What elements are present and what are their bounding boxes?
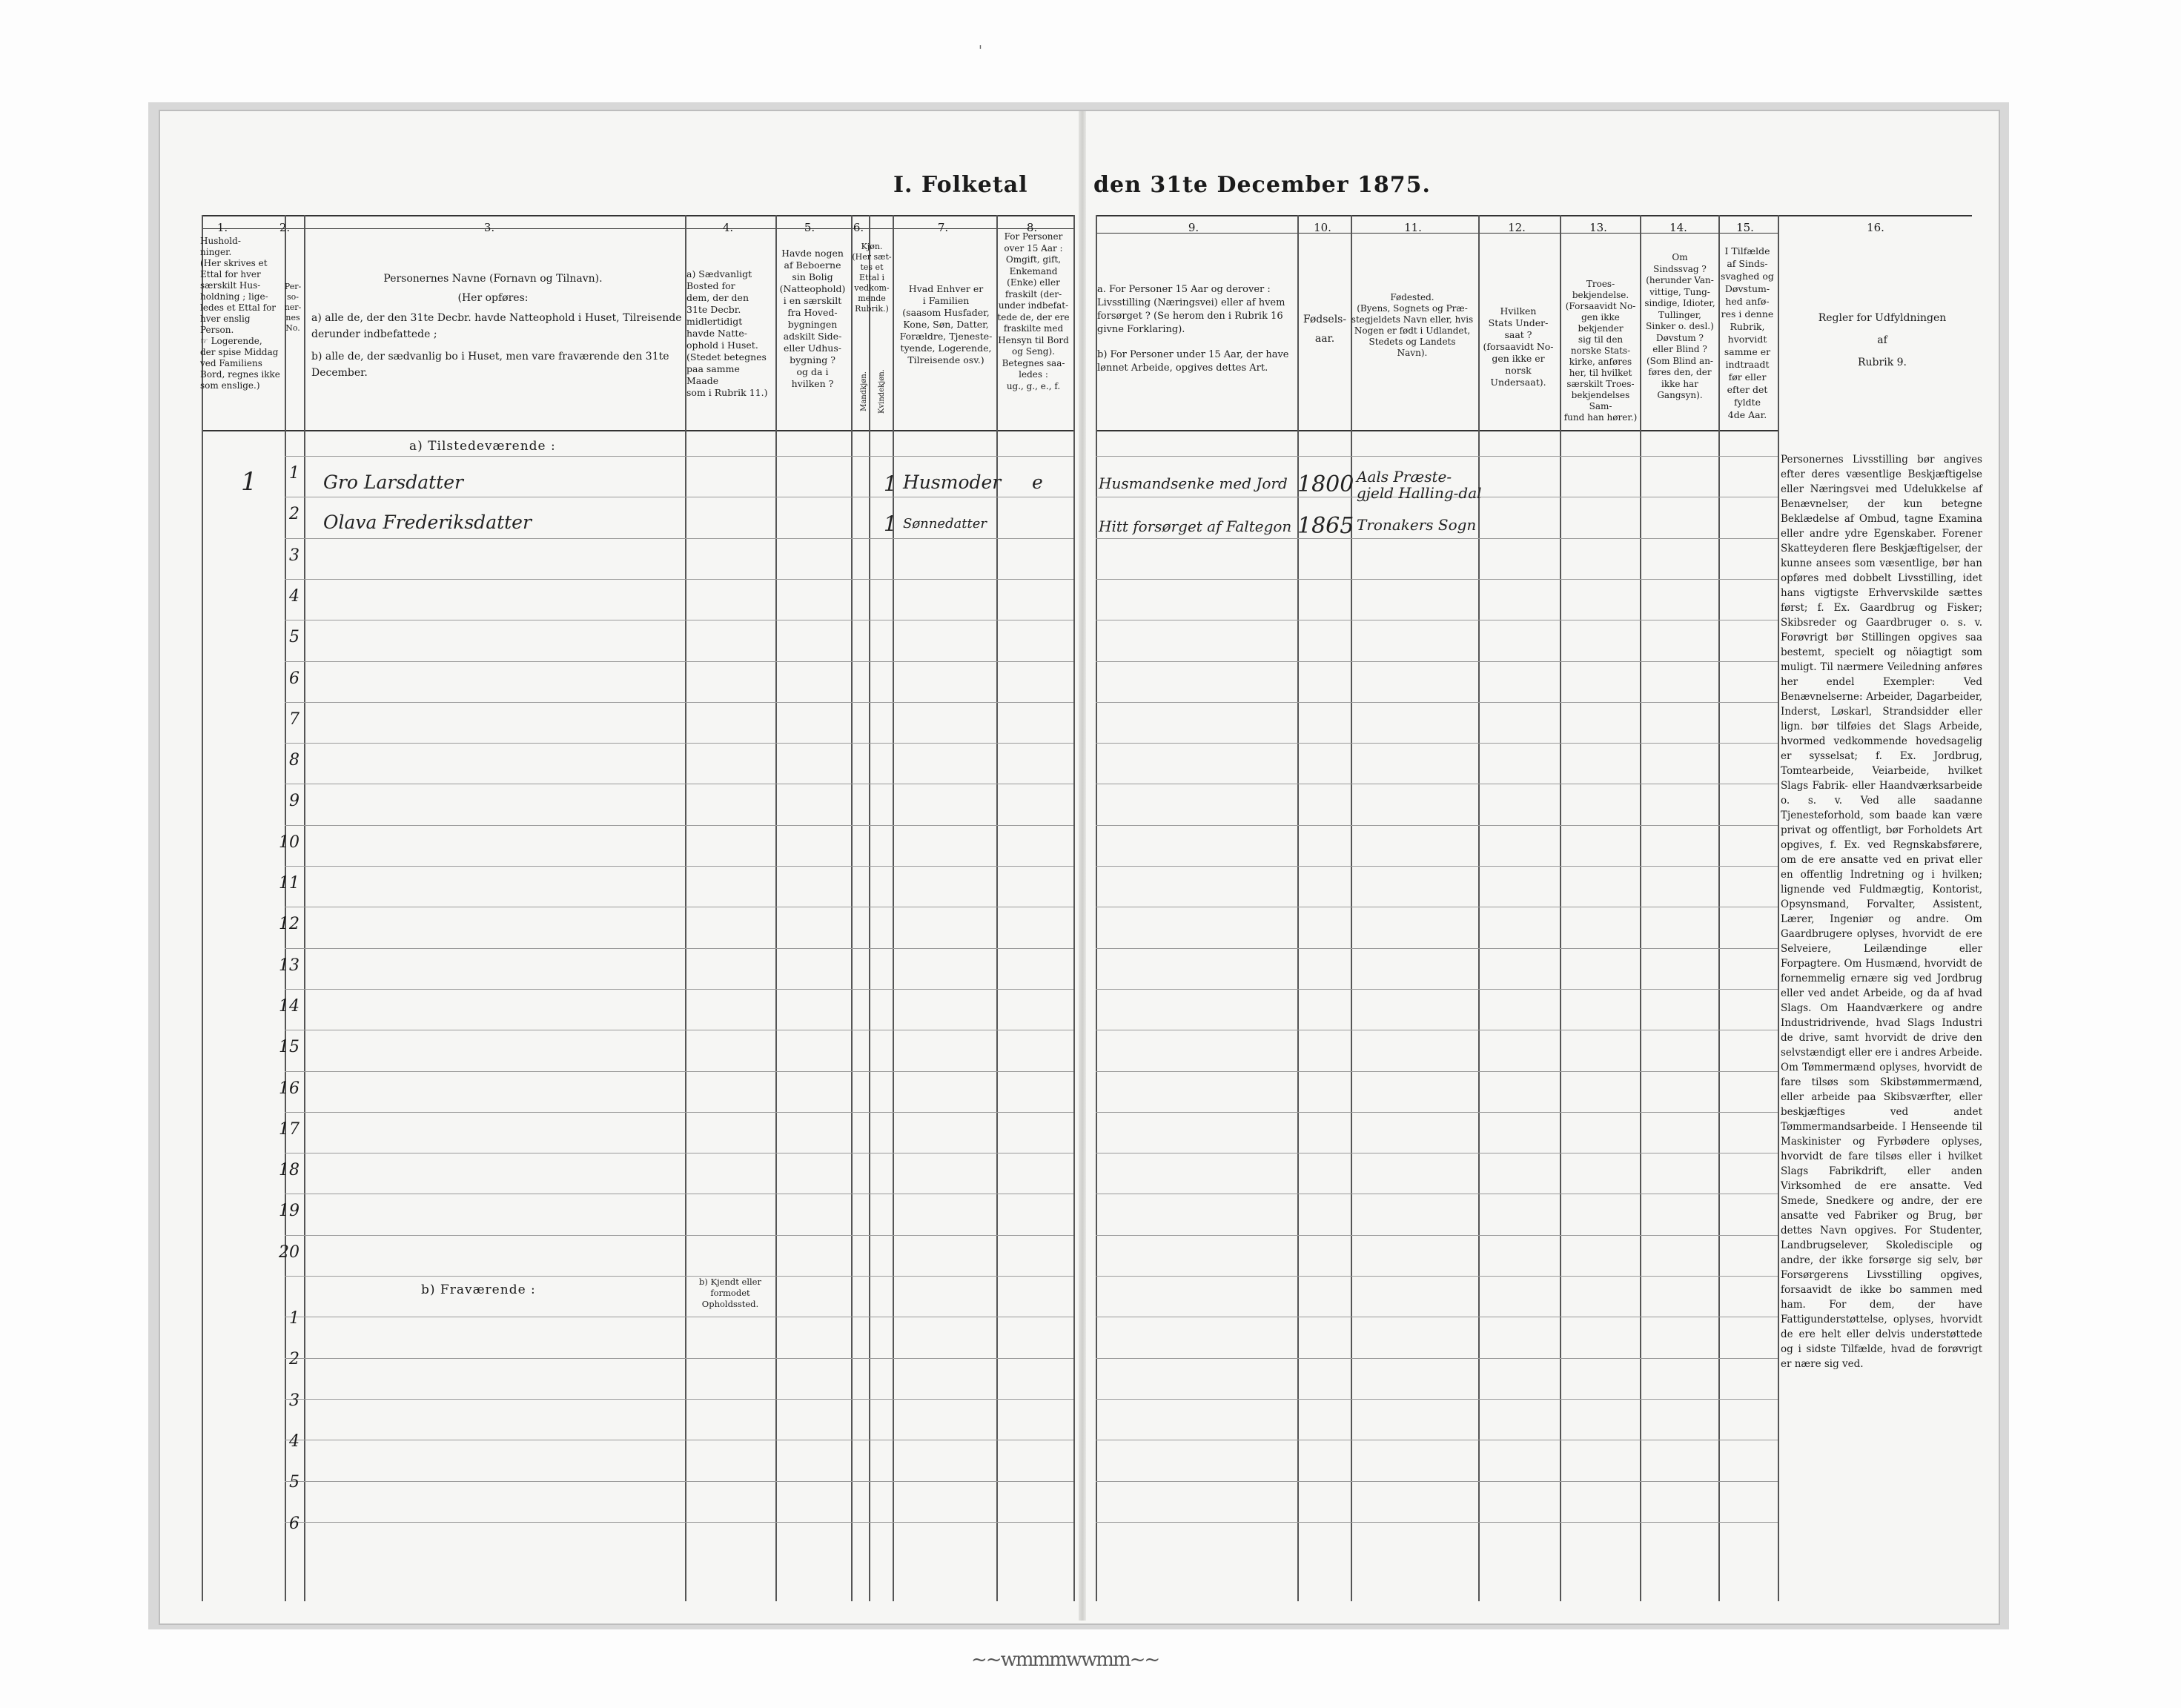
row-line-left bbox=[285, 948, 1073, 949]
row-number: 7 bbox=[289, 709, 299, 729]
rules-text: Personernes Livsstilling bør angives efter deres væsentlige Beskjæftigelse eller Næringsvei med Udelukkelse af Benævnelser, der kun betegne Beklædelse af Ombud, tagne Examina eller andre ydre Egenskaber. Forener Skatteyderen flere Beskjæftigelser, der kunne ansees som væsentlige, bør han opføres med dobbelt Livsstilling, idet hans vigtigste Erhvervskilde sættes først; f. Ex. Gaardbrug og Fisker; Skibsreder og Gaardbruger o. s. v. Forøvrigt bør Stillingen opgives saa bestemt, specielt og nöiagtigt som muligt. Til nærmere Veiledning anføres her endel Exempler: Ved Benævnelserne: Arbeider, Dagarbeider, Inderst, Løskarl, Strandsidder eller lign. bør tilføies det Slags Arbeide, hvormed vedkommende hovedsagelig er sysselsat; f. Ex. Jordbrug, Tomtearbeide, Veiarbeide, hvilket Slags Fabrik- eller Haandværksarbeide o. s. v. Ved alle saadanne Tjenesteforhold, som baade kan være privat og offentligt, bør Forholdets Art opgives, f. Ex. ved Regnskabsførere, om de ere ansatte ved en privat eller en offentlig Indretning og i hvilken; lignende ved Fuldmægtig, Kontorist, Opsynsmand, Forvalter, Assistent, Lærer, Ingeniør og andre. Om Gaardbrugere oplyses, hvorvidt de ere Selveiere, Leilændinge eller Forpagtere. Om Husmænd, hvorvidt de fornemmelig ernære sig ved Jordbrug eller ved andet Arbeide, og da af hvad Slags. Om Haandværkere og andre Industridrivende, hvad Slags Industri de drive, samt hvorvidt de drive den selvstændigt eller ere i andres Arbeide. Om Tømmermænd oplyses, hvorvidt de fare tilsøs som Skibstømmermænd, eller arbeide paa Skibsværfter, eller beskjæftiges ved andet Tømmermandsarbeide. I Henseende til Maskinister og Fyrbødere oplyses, hvorvidt de fare tilsøs eller i hvilket Slags Fabrikdrift, eller anden Virksomhed de ere ansatte. Ved Smede, Snedkere og andre, der ere ansatte ved Fabriker og Brug, bør dettes Navn opgives. For Studenter, Landbrugselever, Skoledisciple og andre, der ikke forsørge sig selv, bør Forsørgerens Livsstilling opgives, forsaavidt de ikke bo sammen med ham. For dem, der have Fattigunderstøttelse, oplyses, hvorvidt de ere helt eller delvis understøttede og i sidste Tilfælde, hvad de forøvrigt er nære sig ved. bbox=[1781, 454, 1982, 1370]
header-sex-male: Mandkjøn. bbox=[860, 371, 868, 411]
column-line-left-2 bbox=[304, 215, 305, 1601]
header-occupation-b: b) For Personer under 15 Aar, der have lønnet Arbeide, opgives dettes Art. bbox=[1097, 349, 1289, 374]
person-2-birth-year: 1865 bbox=[1297, 513, 1354, 539]
row-line-right bbox=[1096, 661, 1778, 662]
column-number: 10. bbox=[1314, 221, 1331, 234]
header-rules: Regler for Udfyldningen af Rubrik 9. bbox=[1818, 312, 1947, 368]
row-line-left bbox=[285, 1112, 1073, 1113]
column-line-right-6 bbox=[1718, 215, 1720, 1601]
row-line-left bbox=[285, 825, 1073, 826]
row-line-right bbox=[1096, 743, 1778, 744]
column-line-right-0 bbox=[1096, 215, 1097, 1601]
column-number: 1. bbox=[216, 221, 228, 234]
row-number: 13 bbox=[279, 956, 299, 975]
row-line-left bbox=[285, 661, 1073, 662]
row-number: 10 bbox=[279, 833, 299, 852]
header-sex-female: Kvindekjøn. bbox=[878, 369, 886, 414]
row-line-left bbox=[285, 1399, 1073, 1400]
header-marital: For Personer over 15 Aar : Omgift, gift, Enkemand (Enke) eller fraskilt (der- under indbefat- tede de, der ere fraskilte med Hensyn til Bord og Seng). Betegnes saa- ledes : ug., g., e., f. bbox=[997, 231, 1070, 391]
row-number: 20 bbox=[279, 1242, 299, 1262]
row-number: 9 bbox=[289, 792, 299, 811]
person-2-family: Sønnedatter bbox=[903, 516, 987, 532]
column-number: 4. bbox=[722, 221, 734, 234]
absent-location-header: b) Kjendt eller formodet Opholdssted. bbox=[699, 1277, 761, 1309]
row-line-left bbox=[285, 1358, 1073, 1359]
column-line-right-1 bbox=[1297, 215, 1299, 1601]
column-line-left-5 bbox=[851, 215, 853, 1601]
row-line-right bbox=[1096, 1276, 1778, 1277]
header-birthplace: Fødested. (Byens, Sognets og Præ- stegjeldets Navn eller, hvis Nogen er født i Udlandet, Stedets og Landets Navn). bbox=[1351, 292, 1474, 358]
absent-row-number: 1 bbox=[289, 1309, 299, 1328]
row-line-right bbox=[1096, 989, 1778, 990]
row-line-right bbox=[1096, 948, 1778, 949]
row-line-right bbox=[1096, 1481, 1778, 1482]
row-line-right bbox=[1096, 1235, 1778, 1236]
column-number: 3. bbox=[483, 221, 495, 234]
header-family-role: Hvad Enhver er i Familien (saasom Husfader, Kone, Søn, Datter, Forældre, Tjeneste- tyende, Logerende, Tilreisende osv.) bbox=[899, 283, 993, 365]
column-line-left-3 bbox=[685, 215, 686, 1601]
row-line-left bbox=[285, 538, 1073, 539]
column-number: 7. bbox=[937, 221, 949, 234]
person-2-name: Olava Frederiksdatter bbox=[323, 512, 532, 533]
row-line-left bbox=[285, 1235, 1073, 1236]
row-number: 18 bbox=[279, 1161, 299, 1180]
row-line-right bbox=[1096, 702, 1778, 703]
row-line-left bbox=[285, 1276, 1073, 1277]
row-number: 11 bbox=[279, 874, 299, 893]
row-number: 16 bbox=[279, 1079, 299, 1098]
column-number: 2. bbox=[279, 221, 291, 234]
header-usual-residence: a) Sædvanligt Bosted for dem, der den 31te Decbr. midlertidigt havde Natte- ophold i Huset. (Stedet betegnes paa samme Maade som i Rubrik 11.) bbox=[686, 268, 768, 398]
person-1-name: Gro Larsdatter bbox=[323, 471, 463, 493]
header-citizenship: Hvilken Stats Under- saat ? (forsaavidt No- gen ikke er norsk Undersaat). bbox=[1483, 305, 1554, 388]
top-rule-left bbox=[202, 215, 1073, 216]
row-line-left bbox=[285, 702, 1073, 703]
header-occupation-a: a. For Personer 15 Aar og derover : Livsstilling (Næringsvei) eller af hvem forsørget ? (Se herom den i Rubrik 16 givne Forklaring). bbox=[1097, 284, 1285, 335]
column-number: 8. bbox=[1026, 221, 1038, 234]
row-number: 4 bbox=[289, 586, 299, 606]
absent-row-number: 5 bbox=[289, 1473, 299, 1492]
column-line-left-0 bbox=[202, 215, 203, 1601]
row-line-right bbox=[1096, 456, 1778, 457]
header-rule-left bbox=[202, 430, 1073, 431]
header-disability: Om Sindssvag ? (herunder Van- vittige, Tung- sindige, Idioter, Tullinger, Sinker o. desl.) Døvstum ? eller Blind ? (Som Blind an- føres den, der ikke har Gangsyn). bbox=[1644, 252, 1715, 400]
row-line-left bbox=[285, 1522, 1073, 1523]
person-1-sex: 1 bbox=[884, 471, 897, 496]
row-number: 6 bbox=[289, 669, 299, 688]
row-line-right bbox=[1096, 1522, 1778, 1523]
column-number: 6. bbox=[853, 221, 864, 234]
row-number: 14 bbox=[279, 996, 299, 1016]
header-rule-right bbox=[1096, 430, 1778, 431]
header-sex: Kjøn. (Her sæt- tes et Ettal i vedkom- mende Rubrik.) bbox=[852, 242, 892, 314]
person-1-occupation: Husmandsenke med Jord bbox=[1099, 474, 1288, 492]
top-mark: ' bbox=[979, 43, 982, 59]
column-number: 13. bbox=[1589, 221, 1607, 234]
header-names-sub: (Her opføres: bbox=[457, 292, 529, 304]
person-1-birthplace: Aals Præste-gjeld Halling-dal bbox=[1357, 468, 1482, 502]
header-side-building: Havde nogen af Beboerne sin Bolig (Natteophold) i en særskilt fra Hoved- bygningen adskilt Side- eller Udhus- bygning ? og da i hvilken ? bbox=[779, 248, 846, 389]
row-line-right bbox=[1096, 825, 1778, 826]
column-number: 14. bbox=[1669, 221, 1687, 234]
title-left: I. Folketal bbox=[893, 172, 1028, 198]
row-line-left bbox=[285, 1481, 1073, 1482]
section-present: a) Tilstedeværende : bbox=[409, 439, 556, 454]
column-number: 9. bbox=[1188, 221, 1199, 234]
absent-row-number: 6 bbox=[289, 1514, 299, 1533]
row-number: 2 bbox=[289, 505, 299, 524]
page-fold bbox=[1079, 111, 1086, 1621]
title-right: den 31te December 1875. bbox=[1093, 172, 1431, 198]
row-number: 5 bbox=[289, 628, 299, 647]
header-households: Hushold- ninger. (Her skrives et Ettal for hver særskilt Hus- holdning ; lige- ledes et Ettal for hver enslig Person. ☞ Logerende, der spise Middag ved Familiens Bord, regnes ikke som enslige.) bbox=[200, 236, 280, 391]
absent-row-number: 4 bbox=[289, 1431, 299, 1451]
row-number: 8 bbox=[289, 751, 299, 770]
row-line-right bbox=[1096, 579, 1778, 580]
header-disability-onset: I Tilfælde af Sinds- svaghed og Døvstum- hed anfø- res i denne Rubrik, hvorvidt samme er indtraadt før eller efter det fyldte 4de Aar. bbox=[1721, 245, 1774, 420]
row-line-left bbox=[285, 579, 1073, 580]
header-names-b: b) alle de, der sædvanlig bo i Huset, men vare fraværende den 31te December. bbox=[311, 351, 669, 379]
absent-row-number: 2 bbox=[289, 1350, 299, 1369]
row-line-left bbox=[285, 456, 1073, 457]
row-number: 1 bbox=[289, 464, 299, 483]
row-number: 17 bbox=[279, 1119, 299, 1139]
header-person-no: Per- so- ner- nes No. bbox=[284, 282, 302, 333]
column-number: 16. bbox=[1867, 221, 1884, 234]
person-2-birthplace: Tronakers Sogn bbox=[1357, 516, 1477, 534]
column-line-right-2 bbox=[1351, 215, 1352, 1601]
row-line-right bbox=[1096, 1112, 1778, 1113]
person-1-status: e bbox=[1032, 471, 1043, 493]
header-birth-year: Fødsels- aar. bbox=[1303, 314, 1347, 345]
column-line-right-7 bbox=[1778, 215, 1779, 1601]
row-line-right bbox=[1096, 538, 1778, 539]
column-line-left-8 bbox=[996, 215, 998, 1601]
person-2-occupation: Hitt forsørget af Faltegon bbox=[1099, 517, 1292, 535]
column-line-left-4 bbox=[775, 215, 777, 1601]
column-line-left-9 bbox=[1073, 215, 1075, 1601]
row-line-left bbox=[285, 743, 1073, 744]
signature-scribble: ~~wmmmwwmm~~ bbox=[971, 1649, 1159, 1671]
person-1-birth-year: 1800 bbox=[1297, 471, 1354, 497]
row-line-left bbox=[285, 866, 1073, 867]
column-number: 15. bbox=[1736, 221, 1754, 234]
row-number: 19 bbox=[279, 1202, 299, 1221]
row-line-right bbox=[1096, 866, 1778, 867]
header-names-a: a) alle de, der den 31te Decbr. havde Natteophold i Huset, Tilreisende derunder indbefattede ; bbox=[311, 312, 682, 340]
row-line-right bbox=[1096, 1071, 1778, 1072]
column-line-left-6 bbox=[869, 215, 870, 1601]
row-line-right bbox=[1096, 1399, 1778, 1400]
household-mark: 1 bbox=[241, 467, 257, 497]
absent-row-number: 3 bbox=[289, 1391, 299, 1410]
row-line-left bbox=[285, 1071, 1073, 1072]
header-names-title: Personernes Navne (Fornavn og Tilnavn). bbox=[383, 273, 603, 285]
top-rule-right bbox=[1096, 215, 1972, 216]
section-absent: b) Fraværende : bbox=[421, 1282, 536, 1297]
person-1-family: Husmoder bbox=[903, 471, 1002, 493]
person-2-sex: 1 bbox=[884, 512, 897, 536]
row-number: 3 bbox=[289, 546, 299, 565]
column-line-right-3 bbox=[1478, 215, 1480, 1601]
row-number: 12 bbox=[279, 915, 299, 934]
row-line-left bbox=[285, 989, 1073, 990]
row-line-right bbox=[1096, 1358, 1778, 1359]
column-line-left-7 bbox=[893, 215, 894, 1601]
row-number: 15 bbox=[279, 1038, 299, 1057]
column-number: 5. bbox=[804, 221, 815, 234]
column-number: 12. bbox=[1508, 221, 1526, 234]
column-number: 11. bbox=[1404, 221, 1422, 234]
header-religion: Troes- bekjendelse. (Forsaavidt No- gen ikke bekjender sig til den norske Stats- kirke, anføres her, til hvilket særskilt Troes- bekjendelses Sam- fund han hører.) bbox=[1563, 279, 1638, 423]
